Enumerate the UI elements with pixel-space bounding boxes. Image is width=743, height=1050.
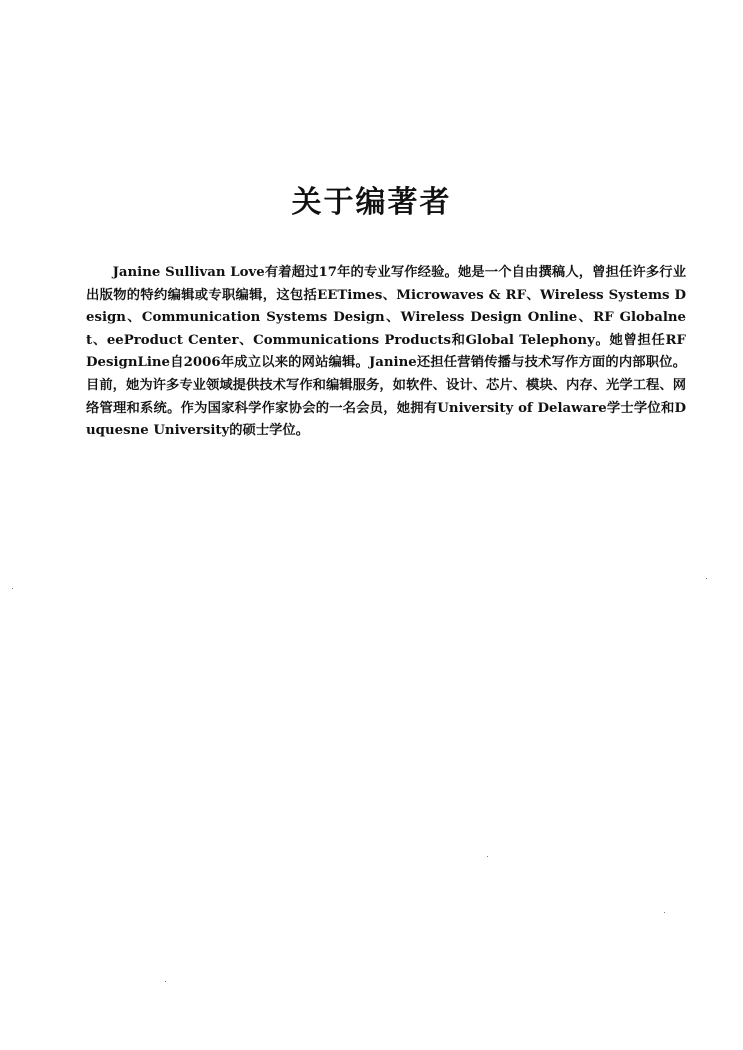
about-author-paragraph: Janine Sullivan Love有着超过17年的专业写作经验。她是一个自由撰稿人，曾担任许多行业出版物的特约编辑或专职编辑，这包括EETimes、Microwaves & RF、Wireless Systems Design、Communication Systems Design、Wireless Design Online、RF Globalnet、eeProduct Center、Communications Products和Global Telephony。她曾担任RF DesignLine自2006年成立以来的网站编辑。Janine还担任营销传播与技术写作方面的内部职位。目前，她为许多专业领域提供技术写作和编辑服务，如软件、设计、芯片、模块、内存、光学工程、网络管理和系统。作为国家科学作家协会的一名会员，她拥有University of Delaware学士学位和Duquesne University的硕士学位。 <box>86 265 686 439</box>
scan-speck <box>12 588 13 589</box>
scan-speck <box>487 856 488 857</box>
scan-speck <box>706 578 707 579</box>
page-title: 关于编著者 <box>291 185 452 220</box>
scan-speck <box>165 981 166 982</box>
scan-speck <box>664 912 665 913</box>
